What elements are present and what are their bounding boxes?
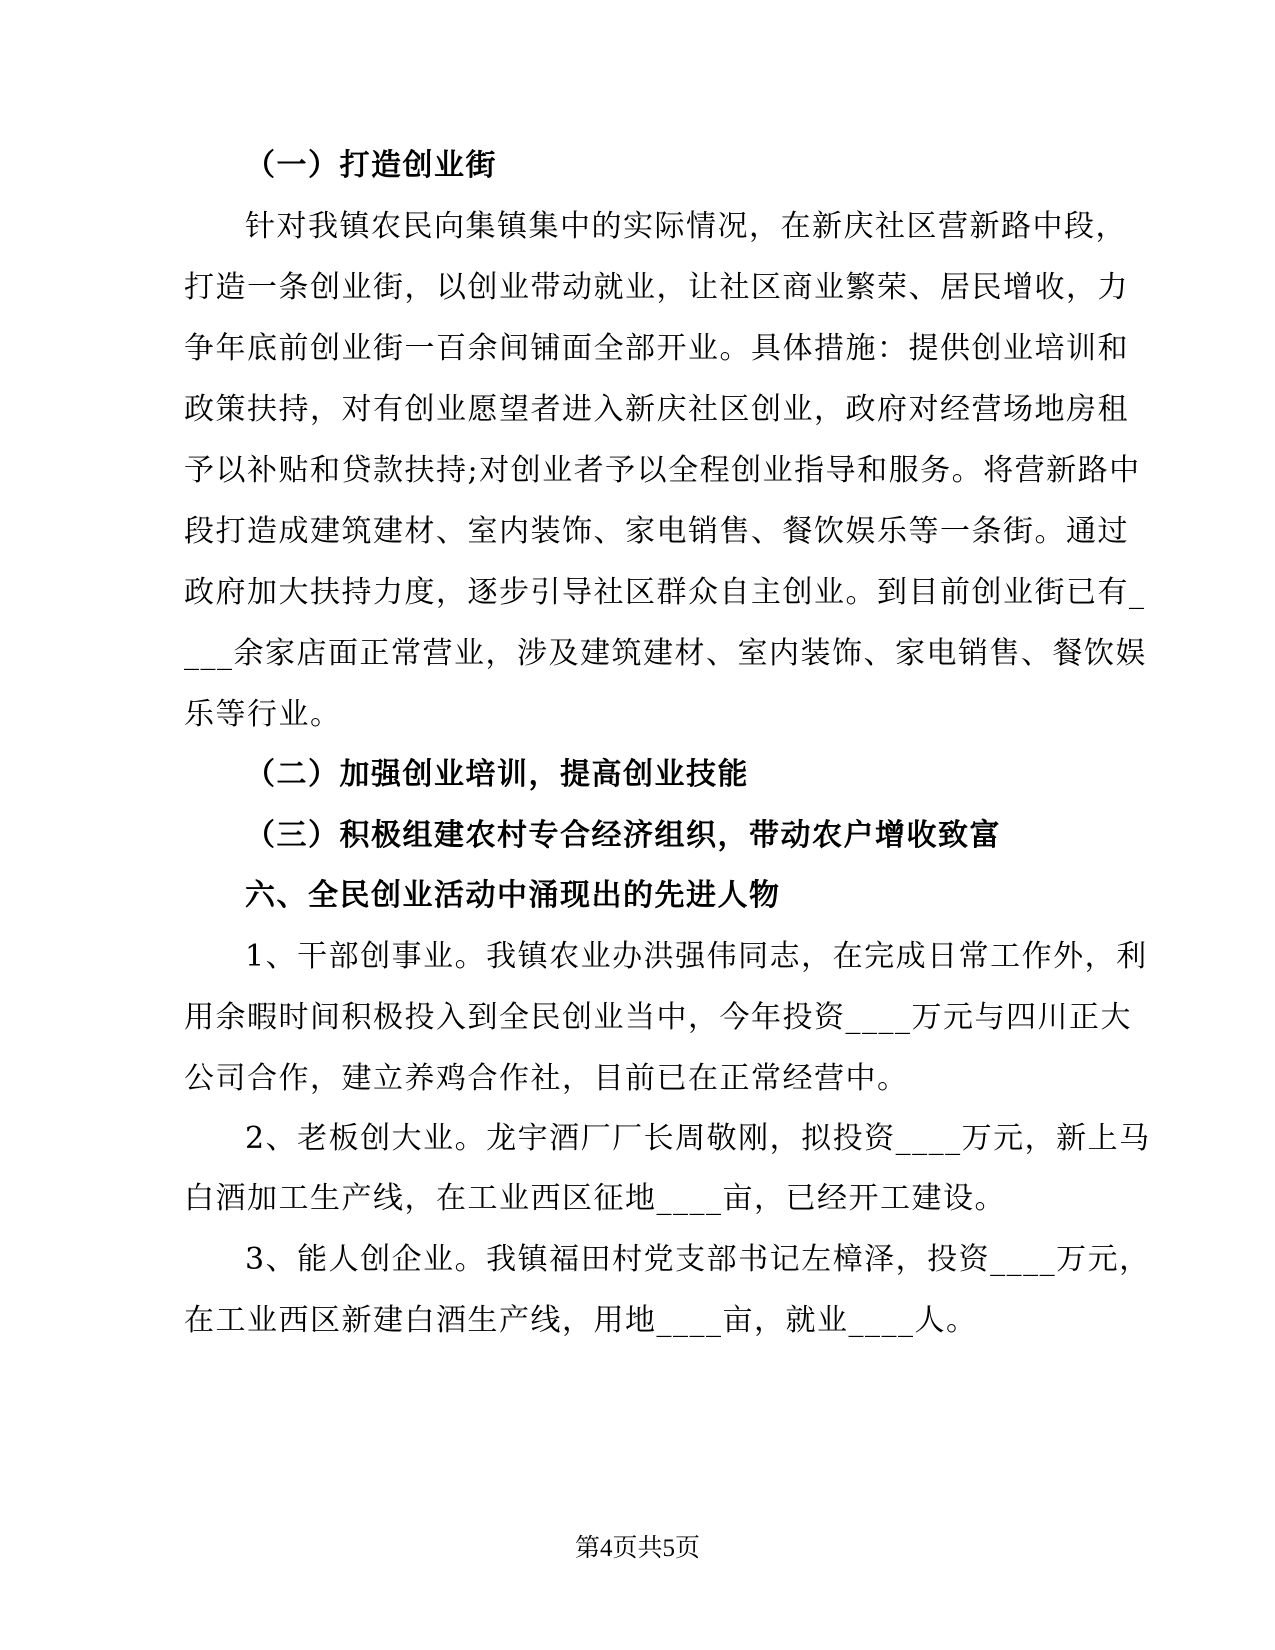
paragraph-line: 1、干部创事业。我镇农业办洪强伟同志，在完成日常工作外，利 xyxy=(245,939,1148,974)
paragraph-line: 政策扶持，对有创业愿望者进入新庆社区创业，政府对经营场地房租 xyxy=(184,392,1129,427)
paragraph-line: 公司合作，建立养鸡合作社，目前已在正常经营中。 xyxy=(184,1061,909,1096)
paragraph-line: 予以补贴和贷款扶持;对创业者予以全程创业指导和服务。将营新路中 xyxy=(184,453,1141,488)
page-number-footer: 第4页共5页 xyxy=(574,1535,700,1562)
paragraph-line: 用余暇时间积极投入到全民创业当中，今年投资____万元与四川正大 xyxy=(184,1000,1132,1035)
section-1-heading: （一）打造创业街 xyxy=(245,148,497,183)
paragraph-line: 3、能人创企业。我镇福田村党支部书记左樟泽，投资____万元， xyxy=(245,1242,1151,1277)
section-2-heading: （二）加强创业培训，提高创业技能 xyxy=(245,757,749,792)
paragraph-line: 政府加大扶持力度，逐步引导社区群众自主创业。到目前创业街已有_ xyxy=(184,575,1146,610)
paragraph-line: 打造一条创业街，以创业带动就业，让社区商业繁荣、居民增收，力 xyxy=(184,270,1129,305)
paragraph-line: 针对我镇农民向集镇集中的实际情况，在新庆社区营新路中段， xyxy=(245,209,1127,244)
paragraph-line: 争年底前创业街一百余间铺面全部开业。具体措施：提供创业培训和 xyxy=(184,331,1129,366)
section-6-heading: 六、全民创业活动中涌现出的先进人物 xyxy=(245,878,781,913)
paragraph-line: 2、老板创大业。龙宇酒厂厂长周敬刚，拟投资____万元，新上马 xyxy=(245,1121,1151,1156)
paragraph-line: ___余家店面正常营业，涉及建筑建材、室内装饰、家电销售、餐饮娱 xyxy=(184,636,1147,671)
paragraph-line: 白酒加工生产线，在工业西区征地____亩，已经开工建设。 xyxy=(184,1181,1006,1216)
paragraph-line: 乐等行业。 xyxy=(184,697,342,732)
paragraph-line: 段打造成建筑建材、室内装饰、家电销售、餐饮娱乐等一条街。通过 xyxy=(184,514,1129,549)
section-3-heading: （三）积极组建农村专合经济组织，带动农户增收致富 xyxy=(245,818,1001,853)
paragraph-line: 在工业西区新建白酒生产线，用地____亩，就业____人。 xyxy=(184,1303,978,1338)
